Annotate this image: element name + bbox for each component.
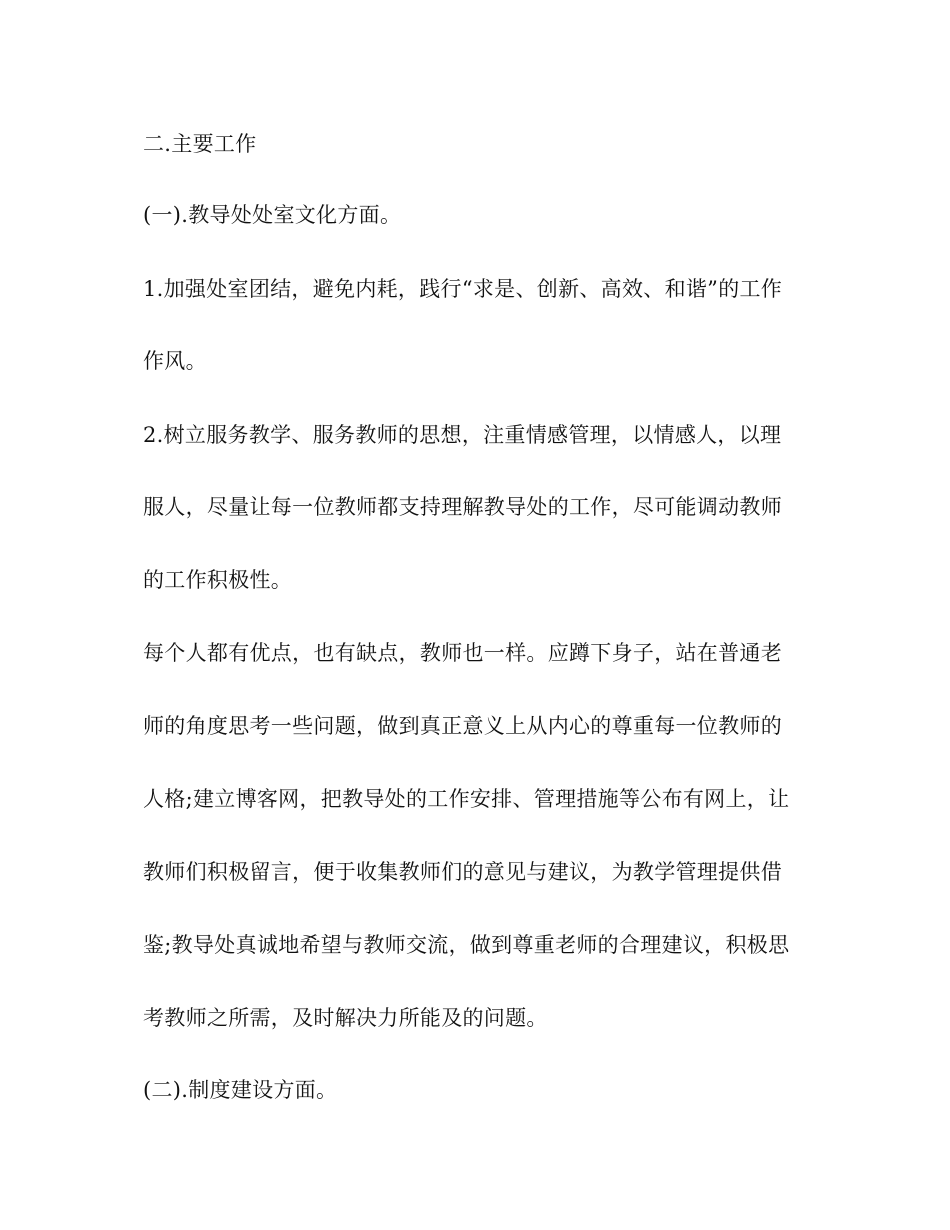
paragraph-line: 鉴;教导处真诚地希望与教师交流，做到尊重老师的合理建议，积极思 bbox=[143, 933, 790, 957]
paragraph-line: 服人，尽量让每一位教师都支持理解教导处的工作，尽可能调动教师 bbox=[143, 495, 782, 519]
paragraph-line: 人格;建立博客网，把教导处的工作安排、管理措施等公布有网上，让 bbox=[143, 787, 790, 811]
subsection-heading: (一).教导处处室文化方面。 bbox=[143, 203, 402, 227]
paragraph-line: 作风。 bbox=[143, 349, 207, 373]
section-heading: 二.主要工作 bbox=[143, 132, 257, 156]
paragraph-line: 的工作积极性。 bbox=[143, 568, 293, 592]
paragraph-line: 每个人都有优点，也有缺点，教师也一样。应蹲下身子，站在普通老 bbox=[143, 641, 782, 665]
paragraph-line: 师的角度思考一些问题，做到真正意义上从内心的尊重每一位教师的 bbox=[143, 714, 782, 738]
paragraph-line: 2.树立服务教学、服务教师的思想，注重情感管理，以情感人，以理 bbox=[143, 423, 782, 447]
paragraph-line: 教师们积极留言，便于收集教师们的意见与建议，为教学管理提供借 bbox=[143, 860, 782, 884]
paragraph-line: 考教师之所需，及时解决力所能及的问题。 bbox=[143, 1006, 548, 1030]
paragraph-line: 1.加强处室团结，避免内耗，践行“求是、创新、高效、和谐”的工作 bbox=[143, 277, 783, 301]
subsection-heading: (二).制度建设方面。 bbox=[143, 1078, 338, 1102]
